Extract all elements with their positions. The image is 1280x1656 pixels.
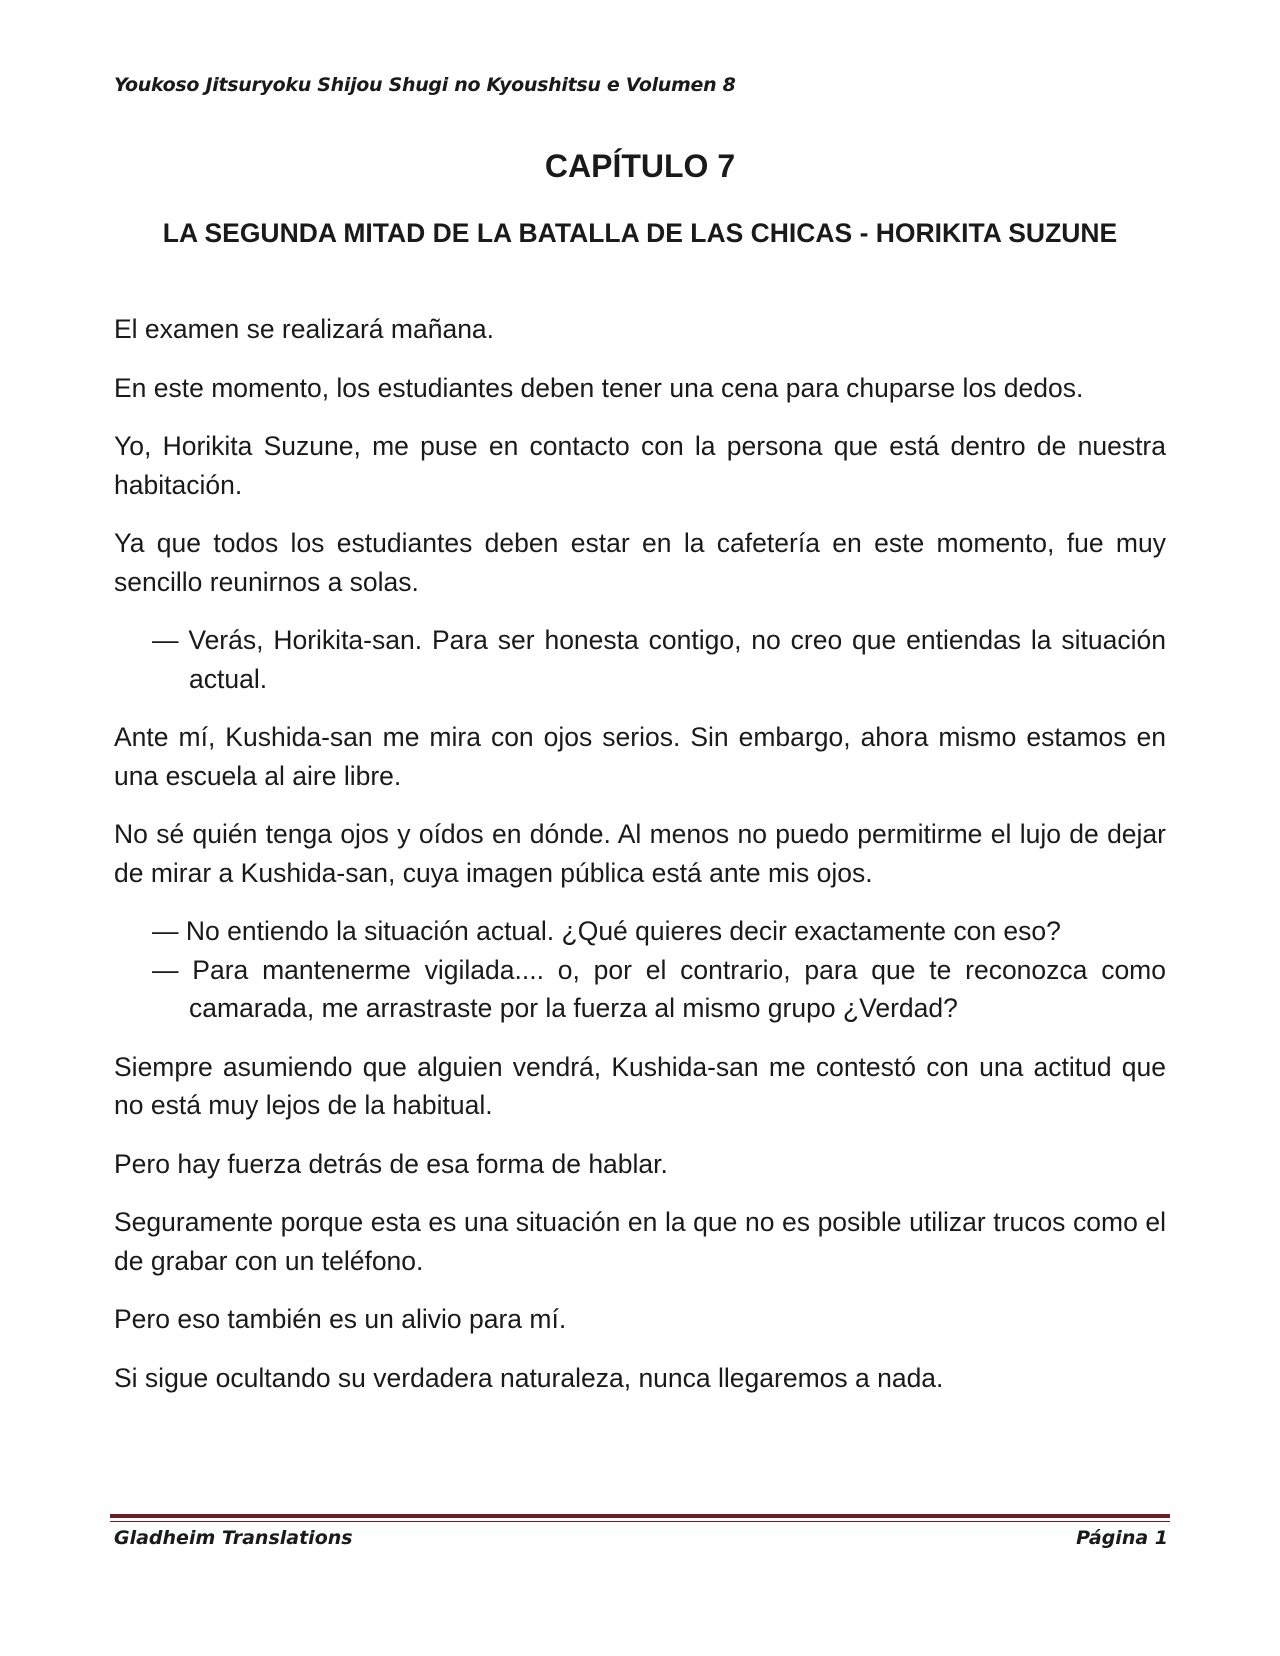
dialogue-line: — No entiendo la situación actual. ¿Qué quieres decir exactamente con eso? [152, 916, 1061, 946]
paragraph: Pero hay fuerza detrás de esa forma de hablar. [114, 1148, 668, 1179]
footer-page-number: Página 1 [1076, 1527, 1168, 1549]
chapter-title: LA SEGUNDA MITAD DE LA BATALLA DE LAS CHICAS - HORIKITA SUZUNE [162, 218, 1118, 248]
paragraph: Siempre asumiendo que alguien vendrá, Kushida-san me contestó con una actitud que no está muy lejos de la habitual. [114, 1051, 1166, 1120]
running-header: Youkoso Jitsuryoku Shijou Shugi no Kyoushitsu e Volumen 8 [114, 74, 736, 96]
paragraph: El examen se realizará mañana. [114, 314, 495, 344]
dialogue-line: — Para mantenerme vigilada.... o, por el contrario, para que te reconozca como camarada, me arrastraste por la fuerza al mismo grupo ¿Verdad? [152, 954, 1166, 1023]
footer-divider-thin [110, 1521, 1170, 1522]
dialogue-line: — Verás, Horikita-san. Para ser honesta contigo, no creo que entiendas la situación actual. [152, 625, 1166, 694]
footer-translator: Gladheim Translations [114, 1527, 353, 1549]
chapter-body [114, 310, 1166, 1417]
chapter-number: CAPÍTULO 7 [544, 148, 736, 184]
paragraph: Si sigue ocultando su verdadera naturaleza, nunca llegaremos a nada. [114, 1362, 944, 1393]
footer-divider-thick [110, 1514, 1170, 1518]
paragraph: Ante mí, Kushida-san me mira con ojos serios. Sin embargo, ahora mismo estamos en una escuela al aire libre. [114, 722, 1166, 791]
paragraph: En este momento, los estudiantes deben tener una cena para chuparse los dedos. [114, 372, 1084, 403]
paragraph: Seguramente porque esta es una situación en la que no es posible utilizar trucos como el de grabar con un teléfono. [114, 1207, 1166, 1276]
paragraph: Pero eso también es un alivio para mí. [114, 1304, 567, 1334]
paragraph: No sé quién tenga ojos y oídos en dónde. Al menos no puedo permitirme el lujo de dejar de mirar a Kushida-san, cuya imagen pública está ante mis ojos. [114, 819, 1166, 888]
paragraph: Yo, Horikita Suzune, me puse en contacto con la persona que está dentro de nuestra habitación. [114, 431, 1166, 500]
paragraph: Ya que todos los estudiantes deben estar en la cafetería en este momento, fue muy sencillo reunirnos a solas. [114, 528, 1166, 597]
footer-divider [110, 1514, 1170, 1522]
